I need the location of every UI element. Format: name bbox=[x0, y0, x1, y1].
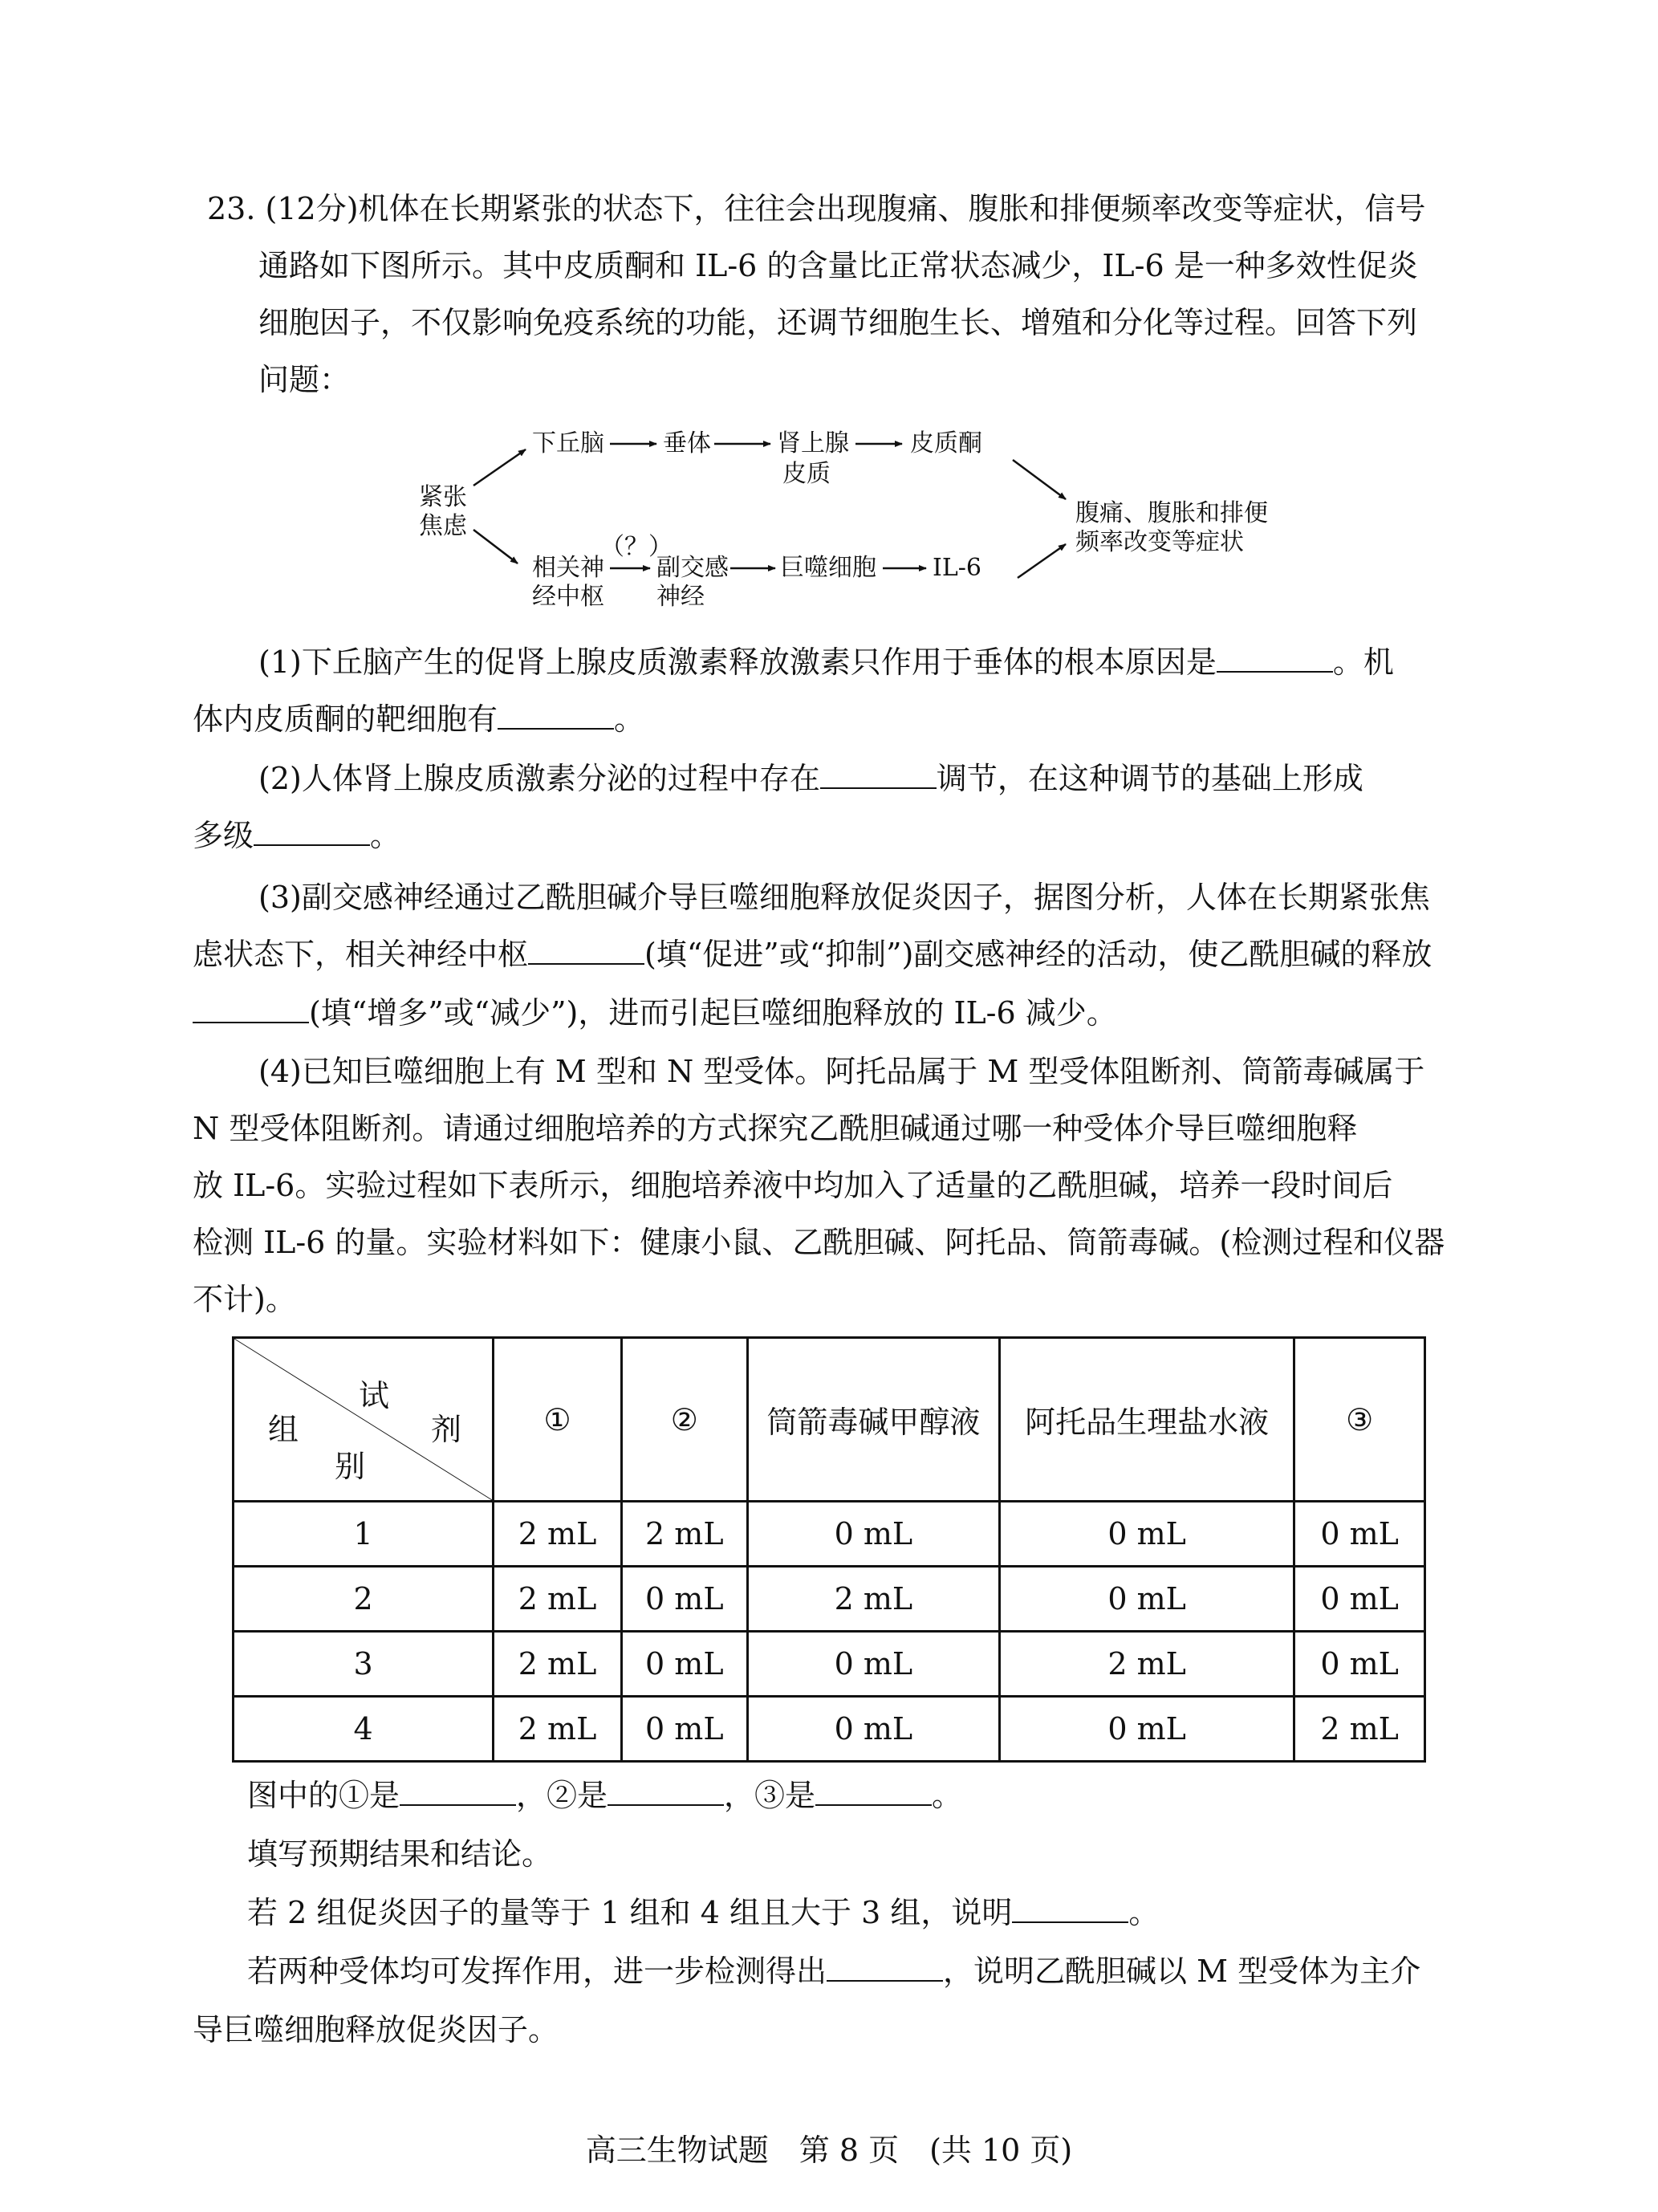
table-cell: 0 mL bbox=[1294, 1567, 1425, 1632]
table-corner-cell bbox=[234, 1338, 494, 1502]
node-corticosterone: 皮质酮 bbox=[910, 429, 982, 457]
table-cell: 1 bbox=[234, 1502, 494, 1567]
node-stress-1: 紧张 bbox=[419, 483, 467, 511]
question-stem-line2: 通路如下图所示。其中皮质酮和 IL-6 的含量比正常状态减少，IL-6 是一种多效性促炎 bbox=[258, 248, 1418, 283]
answer-blank[interactable] bbox=[498, 699, 614, 730]
corner-label-group-1: 组 bbox=[268, 1412, 299, 1447]
table-cell: 2 mL bbox=[494, 1697, 622, 1762]
node-adrenal-2: 皮质 bbox=[782, 460, 831, 488]
node-hypothalamus: 下丘脑 bbox=[532, 429, 604, 457]
node-adrenal-1: 肾上腺 bbox=[777, 429, 849, 457]
table-cell: 2 mL bbox=[494, 1632, 622, 1697]
sub-question-3-cont: 虑状态下，相关神经中枢 (填“促进”或“抑制”)副交感神经的活动，使乙酰胆碱的释放 bbox=[193, 934, 1432, 974]
table-cell: 0 mL bbox=[747, 1502, 999, 1567]
node-parasympathetic-2: 神经 bbox=[656, 583, 705, 611]
table-cell: 0 mL bbox=[747, 1632, 999, 1697]
answer-blank[interactable] bbox=[400, 1775, 516, 1806]
corner-label-group-2: 别 bbox=[335, 1449, 366, 1484]
table-cell: 2 mL bbox=[494, 1567, 622, 1632]
page-footer: 高三生物试题 第 8 页 (共 10 页) bbox=[585, 2133, 1073, 2168]
arrow-stress-to-hypothalamus bbox=[473, 449, 526, 486]
table-fill-question: 图中的①是 ，②是 ，③是 。 bbox=[247, 1775, 962, 1816]
answer-blank[interactable] bbox=[608, 1775, 724, 1806]
sub-question-4-line2: N 型受体阻断剂。请通过细胞培养的方式探究乙酰胆碱通过哪一种受体介导巨噬细胞释 bbox=[193, 1111, 1358, 1146]
node-symptoms-1: 腹痛、腹胀和排便 bbox=[1075, 499, 1268, 527]
answer-blank[interactable] bbox=[827, 1951, 943, 1982]
answer-blank[interactable] bbox=[820, 758, 937, 789]
sub-question-2: (2)人体肾上腺皮质激素分泌的过程中存在 调节，在这种调节的基础上形成 bbox=[258, 758, 1363, 799]
sub-question-4-line5: 不计)。 bbox=[193, 1282, 296, 1317]
table-header-cell: 阿托品生理盐水液 bbox=[1000, 1338, 1294, 1502]
table-cell: 4 bbox=[234, 1697, 494, 1762]
answer-blank[interactable] bbox=[254, 815, 370, 846]
arrow-il6-to-symptoms bbox=[1018, 544, 1066, 578]
table-header-cell: ③ bbox=[1294, 1338, 1425, 1502]
sub-question-4-line4: 检测 IL-6 的量。实验材料如下：健康小鼠、乙酰胆碱、阿托品、筒箭毒碱。(检测过程和仪器 bbox=[193, 1225, 1445, 1260]
question-stem-line1: 23. (12分)机体在长期紧张的状态下，往往会出现腹痛、腹胀和排便频率改变等症状，信号 bbox=[207, 191, 1426, 226]
table-cell: 2 mL bbox=[1000, 1632, 1294, 1697]
answer-blank[interactable] bbox=[815, 1775, 932, 1806]
table-cell: 0 mL bbox=[621, 1567, 747, 1632]
table-header-cell: 筒箭毒碱甲醇液 bbox=[747, 1338, 999, 1502]
node-symptoms-2: 频率改变等症状 bbox=[1075, 528, 1244, 556]
table-cell: 2 bbox=[234, 1567, 494, 1632]
prediction-instruction: 填写预期结果和结论。 bbox=[247, 1836, 553, 1872]
node-pituitary: 垂体 bbox=[663, 429, 711, 457]
node-center-1: 相关神 bbox=[532, 554, 604, 582]
question-stem-line3: 细胞因子，不仅影响免疫系统的功能，还调节细胞生长、增殖和分化等过程。回答下列 bbox=[258, 305, 1418, 340]
table-cell: 0 mL bbox=[1000, 1502, 1294, 1567]
corner-label-reagent-1: 试 bbox=[359, 1378, 390, 1413]
corner-label-reagent-2: 剂 bbox=[431, 1412, 462, 1447]
node-parasympathetic-1: 副交感 bbox=[656, 554, 729, 582]
table-cell: 0 mL bbox=[1294, 1502, 1425, 1567]
table-cell: 0 mL bbox=[1294, 1632, 1425, 1697]
answer-blank[interactable] bbox=[1012, 1893, 1128, 1923]
question-stem-line4: 问题： bbox=[258, 362, 351, 397]
node-il6: IL-6 bbox=[933, 554, 981, 582]
sub-question-1-cont: 体内皮质酮的靶细胞有 。 bbox=[193, 699, 644, 739]
unknown-regulation-label: （？） bbox=[600, 533, 673, 561]
answer-blank[interactable] bbox=[528, 934, 644, 965]
node-stress-2: 焦虑 bbox=[419, 512, 467, 540]
node-center-2: 经中枢 bbox=[532, 583, 604, 611]
table-row bbox=[234, 1697, 1425, 1762]
table-cell: 0 mL bbox=[621, 1632, 747, 1697]
sub-question-4-line3: 放 IL-6。实验过程如下表所示，细胞培养液中均加入了适量的乙酰胆碱，培养一段时间后 bbox=[193, 1168, 1393, 1203]
table-cell: 2 mL bbox=[621, 1502, 747, 1567]
table-cell: 2 mL bbox=[494, 1502, 622, 1567]
table-cell: 2 mL bbox=[1294, 1697, 1425, 1762]
arrow-corticosterone-to-symptoms bbox=[1013, 460, 1066, 499]
prediction-case-2: 若两种受体均可发挥作用，进一步检测得出 ，说明乙酰胆碱以 M 型受体为主介 bbox=[247, 1951, 1420, 1991]
sub-question-1: (1)下丘脑产生的促肾上腺皮质激素释放激素只作用于垂体的根本原因是 。机 bbox=[258, 642, 1394, 682]
prediction-case-1: 若 2 组促炎因子的量等于 1 组和 4 组且大于 3 组，说明 。 bbox=[247, 1893, 1159, 1933]
table-cell: 3 bbox=[234, 1632, 494, 1697]
experiment-table bbox=[232, 1336, 1426, 1763]
answer-blank[interactable] bbox=[193, 993, 309, 1023]
table-row bbox=[234, 1502, 1425, 1567]
arrow-stress-to-center bbox=[473, 530, 518, 563]
sub-question-3: (3)副交感神经通过乙酰胆碱介导巨噬细胞释放促炎因子，据图分析，人体在长期紧张焦 bbox=[258, 880, 1430, 915]
node-macrophage: 巨噬细胞 bbox=[780, 554, 876, 582]
table-cell: 0 mL bbox=[621, 1697, 747, 1762]
table-header-cell: ① bbox=[494, 1338, 622, 1502]
sub-question-2-cont: 多级 。 bbox=[193, 815, 400, 856]
table-header-row bbox=[234, 1338, 1425, 1502]
table-row bbox=[234, 1567, 1425, 1632]
sub-question-4: (4)已知巨噬细胞上有 M 型和 N 型受体。阿托品属于 M 型受体阻断剂、筒箭毒碱属于 bbox=[258, 1054, 1425, 1089]
sub-question-3-cont2: (填“增多”或“减少”)，进而引起巨噬细胞释放的 IL-6 减少。 bbox=[193, 993, 1117, 1033]
table-cell: 0 mL bbox=[1000, 1697, 1294, 1762]
prediction-case-2-cont: 导巨噬细胞释放促炎因子。 bbox=[193, 2012, 559, 2047]
table-cell: 0 mL bbox=[1000, 1567, 1294, 1632]
table-row bbox=[234, 1632, 1425, 1697]
table-cell: 2 mL bbox=[747, 1567, 999, 1632]
table-cell: 0 mL bbox=[747, 1697, 999, 1762]
table-header-cell: ② bbox=[621, 1338, 747, 1502]
answer-blank[interactable] bbox=[1217, 642, 1333, 673]
